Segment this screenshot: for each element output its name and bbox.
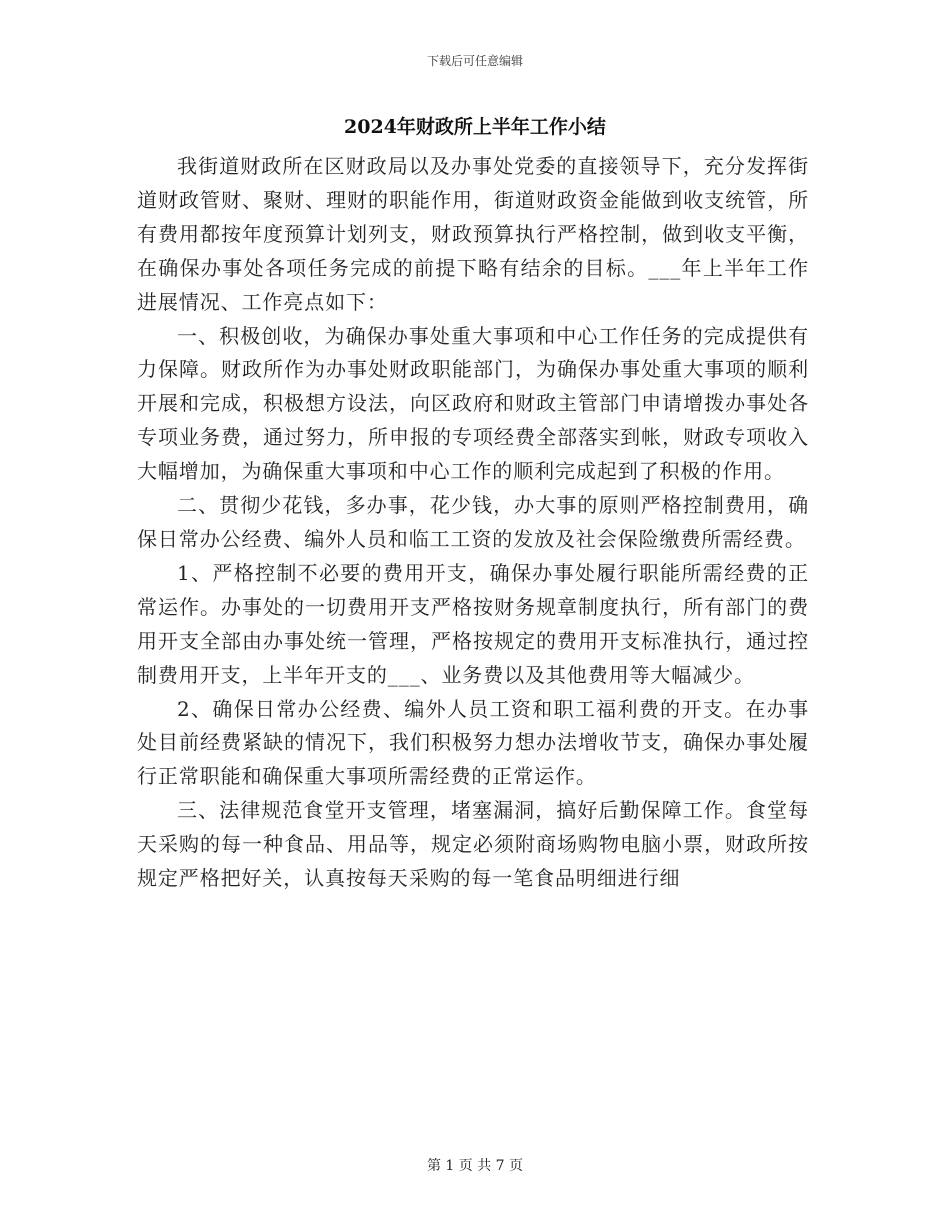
document-body [137,150,809,896]
paragraph-item-1: 1、严格控制不必要的费用开支，确保办事处履行职能所需经费的正常运作。办事处的一切费用开支严格按财务规章制度执行，所有部门的费用开支全部由办事处统一管理，严格按规定的费用开支标准执行，通过控制费用开支，上半年开支的___、业务费以及其他费用等大幅减少。 [137,560,809,687]
header-note: 下载后可任意编辑 [426,54,523,68]
paragraph-section-2: 二、贯彻少花钱，多办事，花少钱，办大事的原则严格控制费用，确保日常办公经费、编外人员和临工工资的发放及社会保险缴费所需经费。 [137,493,809,551]
document-title: 2024年财政所上半年工作小结 [344,116,606,138]
page-number: 第 1 页 共 7 页 [426,1158,524,1174]
paragraph-intro: 我街道财政所在区财政局以及办事处党委的直接领导下，充分发挥街道财政管财、聚财、理财的职能作用，街道财政资金能做到收支统管，所有费用都按年度预算计划列支，财政预算执行严格控制，做到收支平衡，在确保办事处各项任务完成的前提下略有结余的目标。___年上半年工作进展情况、工作亮点如下： [137,154,809,314]
paragraph-item-2: 2、确保日常办公经费、编外人员工资和职工福利费的开支。在办事处目前经费紧缺的情况下，我们积极努力想办法增收节支，确保办事处履行正常职能和确保重大事项所需经费的正常运作。 [137,696,809,789]
paragraph-section-1: 一、积极创收，为确保办事处重大事项和中心工作任务的完成提供有力保障。财政所作为办事处财政职能部门，为确保办事处重大事项的顺利开展和完成，积极想方设法，向区政府和财政主管部门申请增拨办事处各专项业务费，通过努力，所申报的专项经费全部落实到帐，财政专项收入大幅增加，为确保重大事项和中心工作的顺利完成起到了积极的作用。 [137,323,809,484]
paragraph-section-3: 三、法律规范食堂开支管理，堵塞漏洞，搞好后勤保障工作。食堂每天采购的每一种食品、用品等，规定必须附商场购物电脑小票，财政所按规定严格把好关，认真按每天采购的每一笔食品明细进行细 [137,798,809,891]
